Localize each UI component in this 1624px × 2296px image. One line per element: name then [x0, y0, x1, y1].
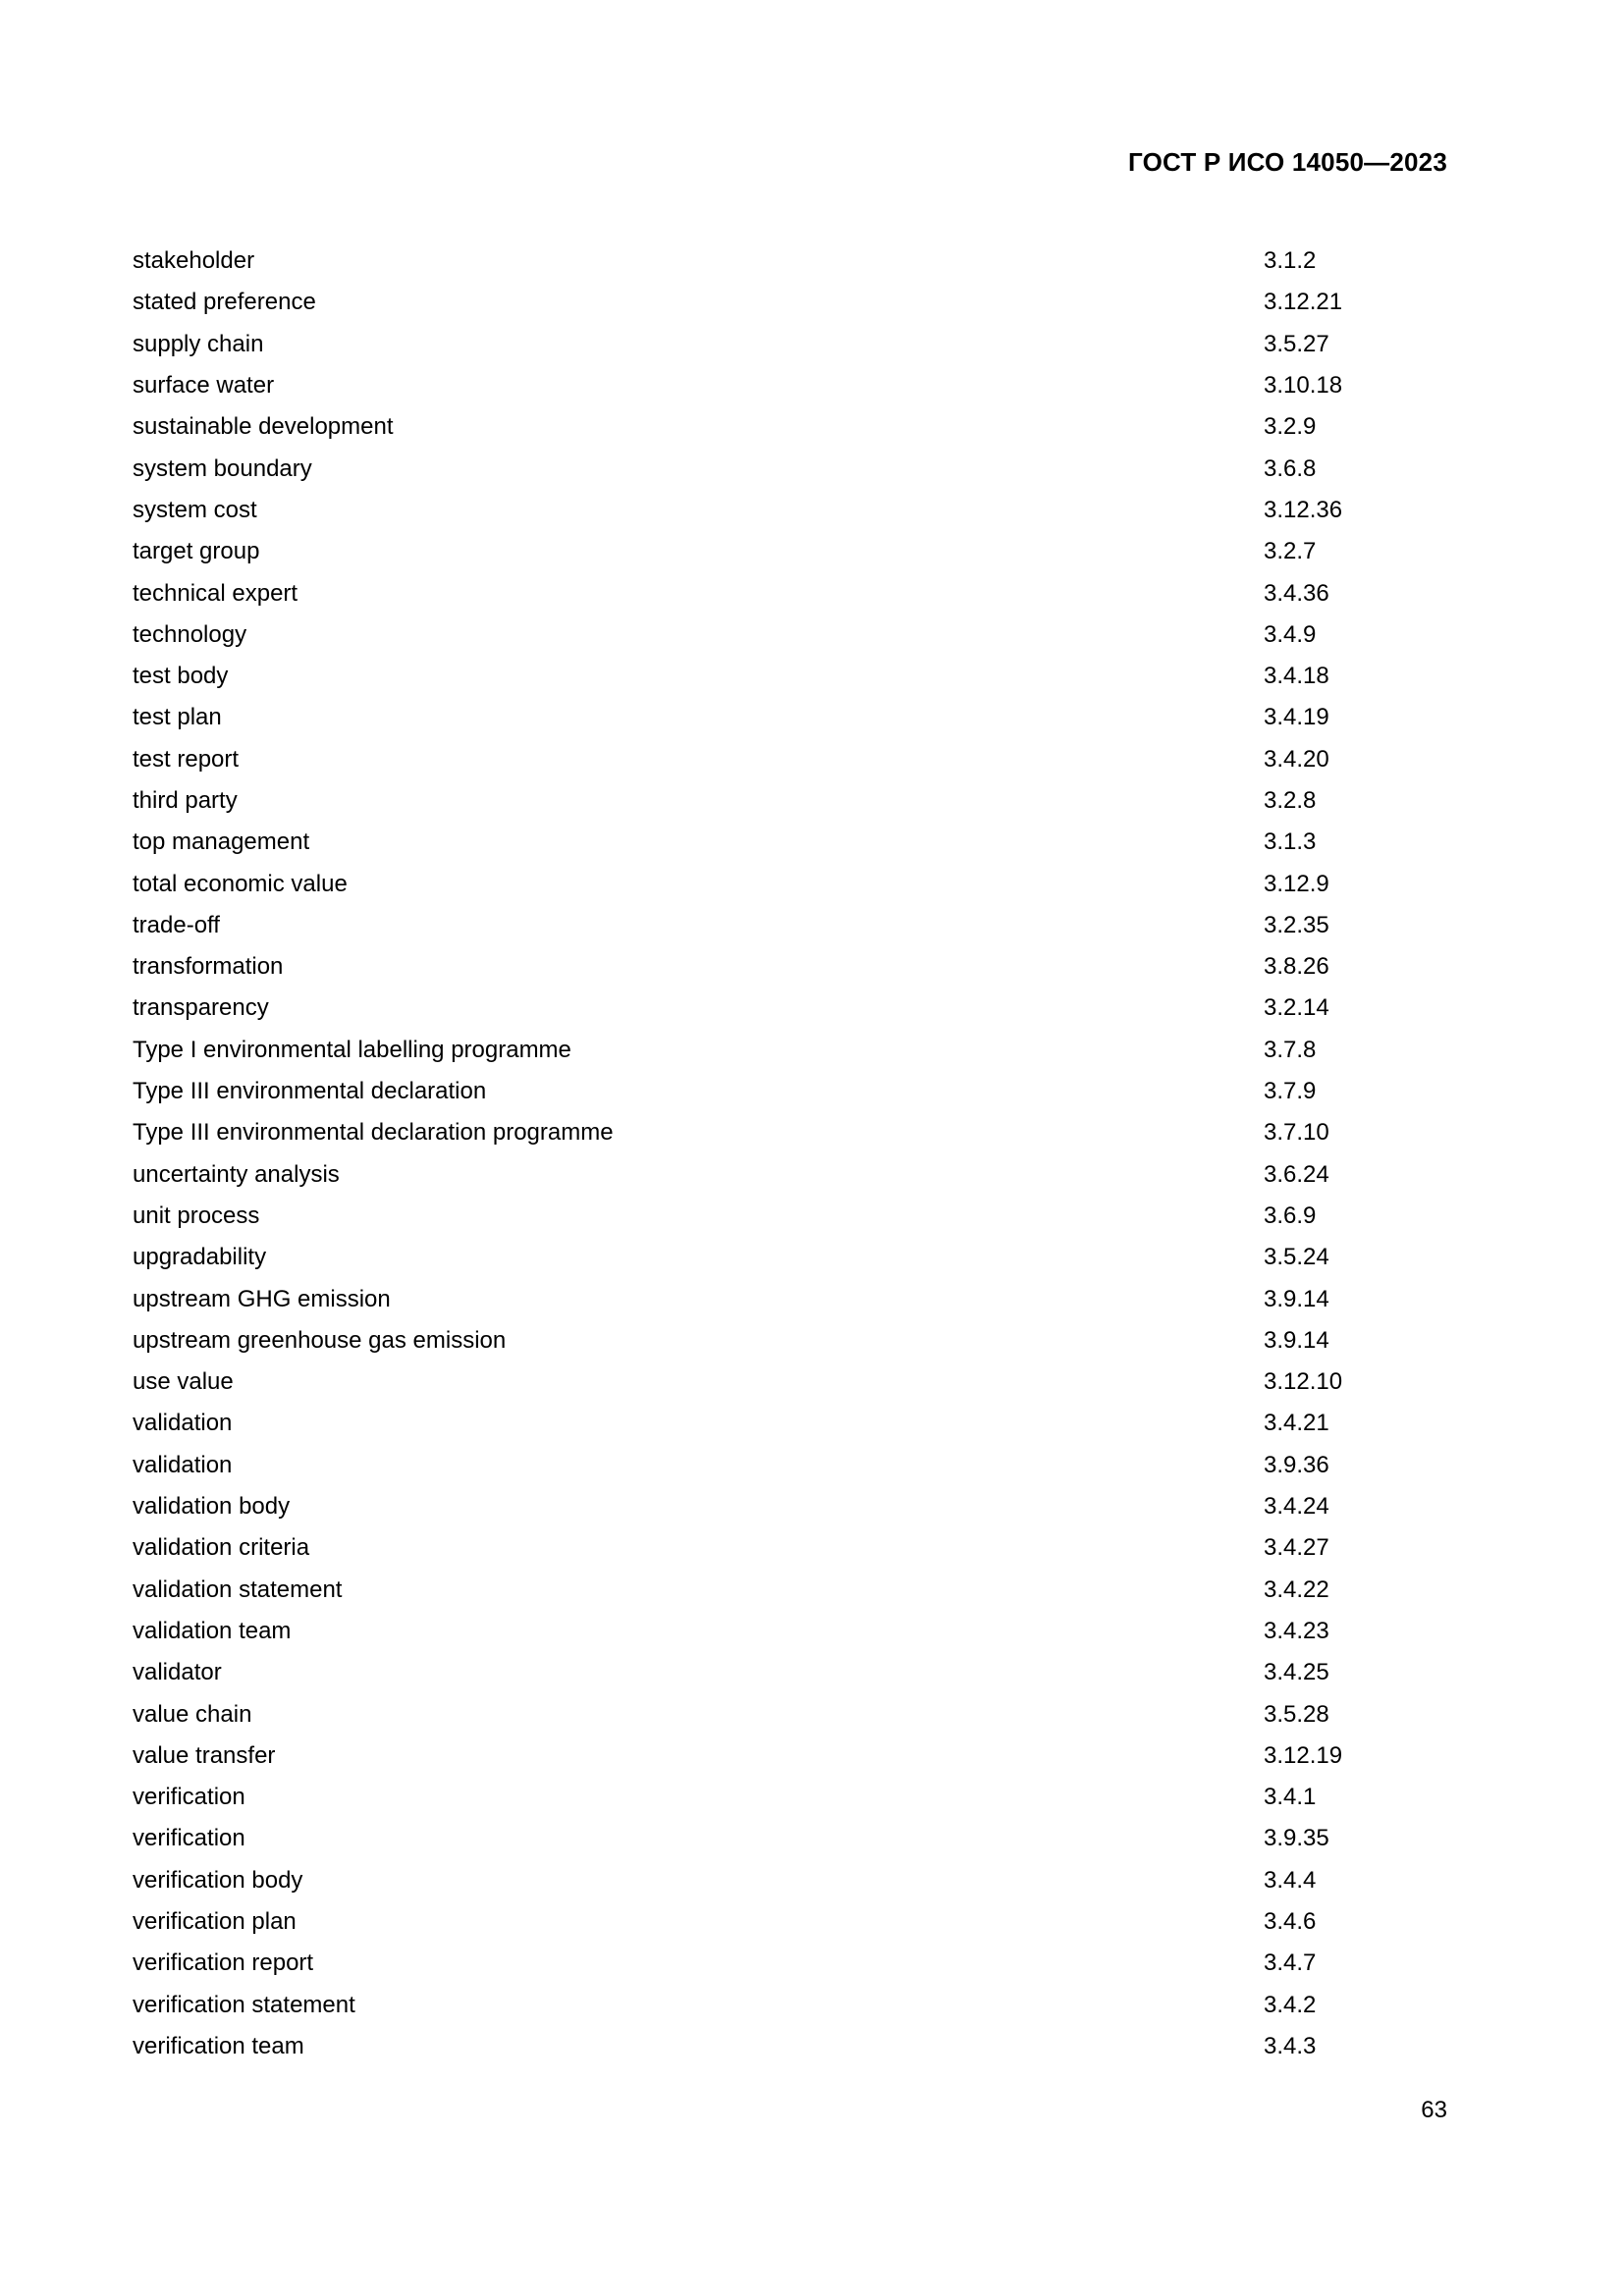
index-clause-ref: 3.2.14	[1264, 994, 1329, 1022]
index-term: technical expert	[133, 579, 298, 607]
index-entry	[133, 739, 1350, 780]
index-entry	[133, 1486, 1350, 1527]
index-entry	[133, 1777, 1350, 1818]
index-entry	[133, 1071, 1350, 1112]
index-entry	[133, 365, 1350, 406]
index-clause-ref: 3.9.35	[1264, 1825, 1329, 1852]
index-term: value transfer	[133, 1741, 276, 1769]
index-entry	[133, 863, 1350, 904]
index-entry	[133, 822, 1350, 863]
index-entry	[133, 324, 1350, 365]
index-term: value chain	[133, 1700, 252, 1728]
index-term: verification	[133, 1784, 245, 1811]
index-clause-ref: 3.7.8	[1264, 1036, 1317, 1063]
index-clause-ref: 3.4.7	[1264, 1949, 1317, 1977]
index-entry	[133, 572, 1350, 614]
index-clause-ref: 3.10.18	[1264, 372, 1343, 400]
index-clause-ref: 3.4.1	[1264, 1784, 1317, 1811]
index-entry	[133, 1901, 1350, 1943]
index-entry	[133, 946, 1350, 988]
index-term: verification statement	[133, 1991, 355, 2018]
index-term: validation	[133, 1451, 233, 1478]
index-clause-ref: 3.12.9	[1264, 870, 1329, 897]
index-term: validation body	[133, 1493, 291, 1521]
index-clause-ref: 3.1.2	[1264, 247, 1317, 275]
index-clause-ref: 3.5.28	[1264, 1700, 1329, 1728]
index-term: use value	[133, 1368, 234, 1396]
index-term: verification plan	[133, 1908, 297, 1936]
index-entry	[133, 1112, 1350, 1153]
index-term: unit process	[133, 1201, 260, 1229]
index-clause-ref: 3.7.10	[1264, 1119, 1329, 1147]
index-entry	[133, 1196, 1350, 1237]
index-clause-ref: 3.2.8	[1264, 787, 1317, 814]
index-term: total economic value	[133, 870, 348, 897]
index-term: verification body	[133, 1866, 303, 1894]
index-term: upstream GHG emission	[133, 1285, 391, 1312]
index-term: Type III environmental declaration	[133, 1078, 487, 1105]
index-clause-ref: 3.7.9	[1264, 1078, 1317, 1105]
index-clause-ref: 3.4.19	[1264, 704, 1329, 731]
index-entry	[133, 1030, 1350, 1071]
index-term: top management	[133, 828, 310, 856]
index-clause-ref: 3.4.18	[1264, 663, 1329, 690]
index-entry	[133, 448, 1350, 489]
index-clause-ref: 3.5.24	[1264, 1244, 1329, 1271]
index-clause-ref: 3.2.9	[1264, 413, 1317, 441]
index-term: technology	[133, 620, 247, 648]
index-entry	[133, 1320, 1350, 1362]
index-clause-ref: 3.9.14	[1264, 1285, 1329, 1312]
index-entry	[133, 1570, 1350, 1611]
index-entry	[133, 780, 1350, 822]
index-clause-ref: 3.6.8	[1264, 454, 1317, 482]
index-term: stated preference	[133, 289, 316, 316]
index-term: trade-off	[133, 911, 220, 938]
index-entry	[133, 1611, 1350, 1652]
index-clause-ref: 3.9.36	[1264, 1451, 1329, 1478]
index-entry	[133, 656, 1350, 697]
index-entry	[133, 1403, 1350, 1444]
index-term: system cost	[133, 496, 257, 523]
index-clause-ref: 3.12.21	[1264, 289, 1343, 316]
index-clause-ref: 3.4.4	[1264, 1866, 1317, 1894]
index-entry	[133, 1278, 1350, 1319]
index-clause-ref: 3.4.22	[1264, 1575, 1329, 1603]
index-entry	[133, 406, 1350, 448]
index-term: Type III environmental declaration programme	[133, 1119, 614, 1147]
index-term: test body	[133, 663, 229, 690]
index-clause-ref: 3.2.35	[1264, 911, 1329, 938]
index-term: upgradability	[133, 1244, 267, 1271]
index-term: verification report	[133, 1949, 314, 1977]
index-term: test report	[133, 745, 240, 773]
index-term: supply chain	[133, 330, 264, 357]
index-clause-ref: 3.4.21	[1264, 1410, 1329, 1437]
index-entry	[133, 1818, 1350, 1859]
index-entry	[133, 1652, 1350, 1693]
index-clause-ref: 3.4.9	[1264, 620, 1317, 648]
index-entry	[133, 240, 1350, 282]
index-entry	[133, 2026, 1350, 2067]
index-term: validation	[133, 1410, 233, 1437]
index-term: transparency	[133, 994, 269, 1022]
index-entry	[133, 1527, 1350, 1569]
index-term: validation statement	[133, 1575, 343, 1603]
index-clause-ref: 3.5.27	[1264, 330, 1329, 357]
index-clause-ref: 3.12.10	[1264, 1368, 1343, 1396]
index-term: system boundary	[133, 454, 312, 482]
index-clause-ref: 3.4.6	[1264, 1908, 1317, 1936]
index-clause-ref: 3.2.7	[1264, 538, 1317, 565]
index-entry	[133, 1362, 1350, 1403]
index-entry	[133, 1445, 1350, 1486]
index-clause-ref: 3.4.24	[1264, 1493, 1329, 1521]
index-entry	[133, 490, 1350, 531]
index-term: stakeholder	[133, 247, 255, 275]
index-clause-ref: 3.4.3	[1264, 2032, 1317, 2059]
index-term: verification	[133, 1825, 245, 1852]
index-entry	[133, 1693, 1350, 1735]
standard-code-header: ГОСТ Р ИСО 14050—2023	[1127, 147, 1447, 177]
index-clause-ref: 3.6.9	[1264, 1201, 1317, 1229]
index-entry	[133, 1984, 1350, 2025]
index-entry	[133, 1943, 1350, 1984]
index-clause-ref: 3.4.25	[1264, 1659, 1329, 1686]
index-clause-ref: 3.4.20	[1264, 745, 1329, 773]
index-term: surface water	[133, 372, 275, 400]
index-term: validation team	[133, 1617, 292, 1644]
index-entry	[133, 282, 1350, 323]
index-term: uncertainty analysis	[133, 1160, 340, 1188]
index-term: validator	[133, 1659, 222, 1686]
index-clause-ref: 3.12.19	[1264, 1741, 1343, 1769]
index-term: Type I environmental labelling programme	[133, 1036, 571, 1063]
index-clause-ref: 3.6.24	[1264, 1160, 1329, 1188]
index-term: validation criteria	[133, 1534, 310, 1562]
index-clause-ref: 3.4.36	[1264, 579, 1329, 607]
index-clause-ref: 3.8.26	[1264, 953, 1329, 981]
index-term: third party	[133, 787, 238, 814]
index-clause-ref: 3.9.14	[1264, 1326, 1329, 1354]
index-term: transformation	[133, 953, 284, 981]
alphabetical-index-list	[133, 240, 1350, 2067]
index-entry	[133, 1237, 1350, 1278]
index-term: test plan	[133, 704, 222, 731]
index-clause-ref: 3.4.23	[1264, 1617, 1329, 1644]
index-clause-ref: 3.12.36	[1264, 496, 1343, 523]
index-entry	[133, 905, 1350, 946]
index-entry	[133, 614, 1350, 656]
index-term: verification team	[133, 2032, 304, 2059]
index-entry	[133, 1860, 1350, 1901]
page-number: 63	[1421, 2097, 1447, 2123]
index-term: upstream greenhouse gas emission	[133, 1326, 507, 1354]
index-entry	[133, 531, 1350, 572]
index-term: sustainable development	[133, 413, 394, 441]
index-entry	[133, 1154, 1350, 1196]
index-term: target group	[133, 538, 260, 565]
index-entry	[133, 1735, 1350, 1777]
index-clause-ref: 3.4.27	[1264, 1534, 1329, 1562]
index-entry	[133, 697, 1350, 738]
index-clause-ref: 3.1.3	[1264, 828, 1317, 856]
index-clause-ref: 3.4.2	[1264, 1991, 1317, 2018]
index-entry	[133, 988, 1350, 1029]
